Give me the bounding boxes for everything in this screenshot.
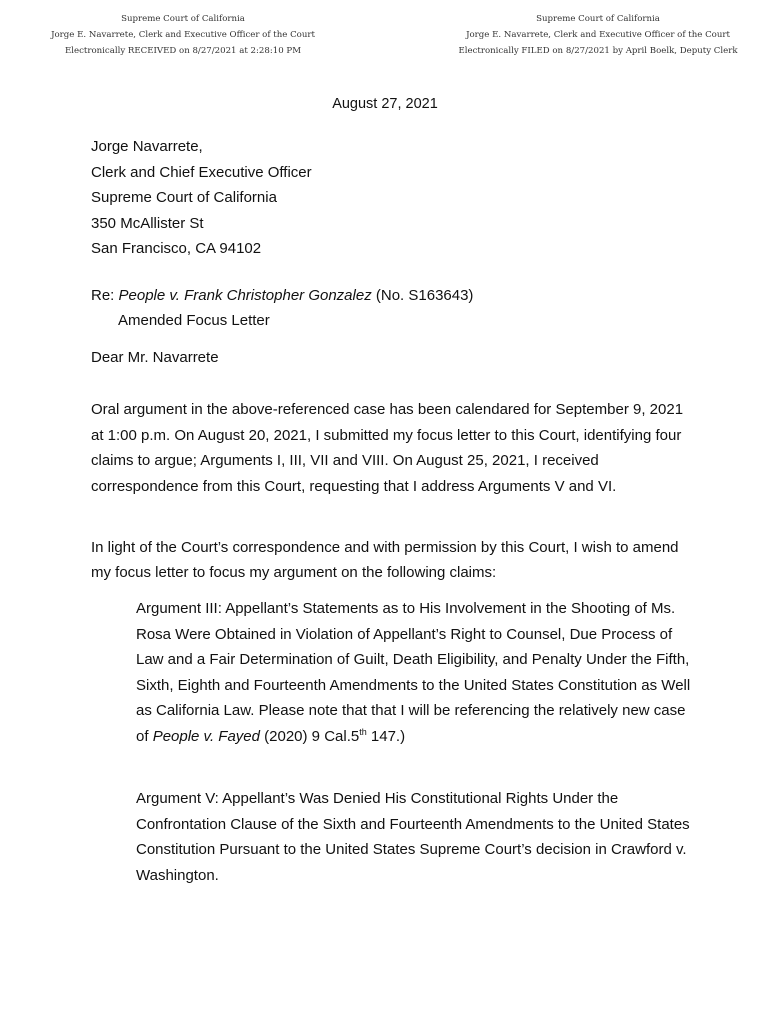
stamp-line: Jorge E. Navarrete, Clerk and Executive Officer of the Court xyxy=(51,30,315,40)
stamp-line: Jorge E. Navarrete, Clerk and Executive Officer of the Court xyxy=(466,30,730,40)
filed-stamp xyxy=(448,11,748,59)
letter-date: August 27, 2021 xyxy=(332,96,438,112)
body-paragraph-2: In light of the Court’s correspondence and with permission by this Court, I wish to amend my focus letter to focus my argument on the following claims: xyxy=(91,539,679,581)
address-line: Jorge Navarrete, xyxy=(91,138,203,155)
address-line: San Francisco, CA 94102 xyxy=(91,240,262,257)
address-line: Clerk and Chief Executive Officer xyxy=(91,163,312,181)
re-line xyxy=(91,283,473,333)
re-prefix: Re: xyxy=(91,287,119,304)
citation-superscript: th xyxy=(359,726,367,737)
case-number: (No. S163643) xyxy=(371,287,474,304)
stamp-line: Electronically FILED on 8/27/2021 by April Boelk, Deputy Clerk xyxy=(458,46,738,56)
citation-a: (2020) 9 Cal.5 xyxy=(259,727,360,745)
stamp-line: Supreme Court of California xyxy=(536,14,660,24)
argument-iii-text: Argument III: Appellant’s Statements as to His Involvement in the Shooting of Ms. Rosa Were Obtained in Violation of Appellant’s Right to Counsel, Due Process of Law and a Fair Determination of Guilt, Death Eligibility, and Penalty Under the Fifth, Sixth, Eighth and Fourteenth Amendments to the United States Constitution as Well as California Law. Please note that that I will be referencing the relatively new case of xyxy=(136,600,691,745)
citation-b: 147.) xyxy=(366,727,406,745)
recipient-address xyxy=(91,134,312,262)
salutation: Dear Mr. Navarrete xyxy=(91,349,219,366)
case-name: People v. Frank Christopher Gonzalez xyxy=(118,287,372,304)
argument-v: Argument V: Appellant’s Was Denied His Constitutional Rights Under the Confrontation Clause of the Sixth and Fourteenth Amendments to the United States Constitution Pursuant to the United States Supreme Court’s decision in Crawford v. Washington. xyxy=(136,790,690,884)
stamp-line: Supreme Court of California xyxy=(121,14,245,24)
re-subject: Amended Focus Letter xyxy=(118,312,270,329)
body-paragraph-1: Oral argument in the above-referenced case has been calendared for September 9, 2021 at 1:00 p.m. On August 20, 2021, I submitted my focus letter to this Court, identifying four claims to argue; Arguments I, III, VII and VIII. On August 25, 2021, I received correspondence from this Court, requesting that I address Arguments V and VI. xyxy=(91,401,684,495)
stamp-line: Electronically RECEIVED on 8/27/2021 at 2:28:10 PM xyxy=(64,46,302,56)
address-line: 350 McAllister St xyxy=(91,214,204,232)
address-line: Supreme Court of California xyxy=(91,189,277,206)
received-stamp xyxy=(33,11,333,59)
cited-case: People v. Fayed xyxy=(152,727,260,745)
argument-iii xyxy=(136,596,696,750)
